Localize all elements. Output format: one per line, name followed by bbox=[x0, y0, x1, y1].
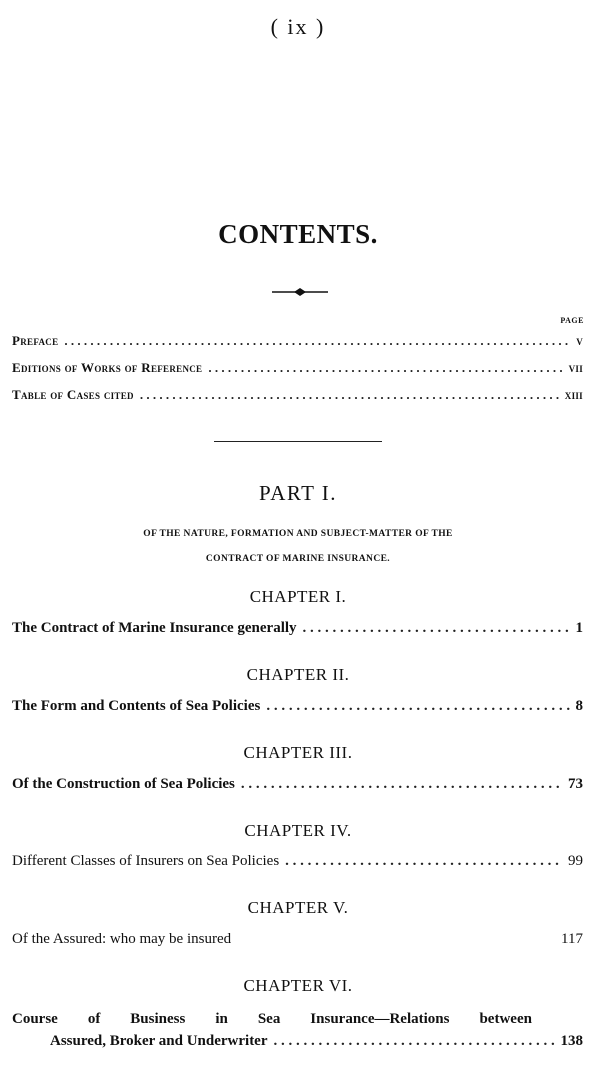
toc-entry-page: 1 bbox=[575, 620, 583, 636]
part-title: PART I. bbox=[258, 481, 338, 505]
toc-entry-chapter-5[interactable] bbox=[12, 931, 583, 948]
toc-entry-label-line2 bbox=[12, 1033, 583, 1050]
toc-entry-chapter-3[interactable] bbox=[12, 776, 583, 793]
title-word: Sea bbox=[257, 1011, 281, 1027]
toc-entry-page: 8 bbox=[575, 698, 583, 714]
dot-leader bbox=[64, 333, 570, 349]
toc-entry-page: v bbox=[576, 333, 583, 348]
chapter-heading: CHAPTER IV. bbox=[244, 821, 352, 840]
toc-entry-label: Of the Assured: who may be insured bbox=[12, 931, 232, 947]
toc-entry-chapter-4[interactable] bbox=[12, 853, 583, 870]
title-word: Course bbox=[12, 1011, 58, 1027]
title-word: of bbox=[87, 1011, 101, 1027]
toc-entry-page: 138 bbox=[560, 1033, 583, 1049]
chapter-heading: CHAPTER II. bbox=[246, 665, 350, 684]
dot-leader bbox=[285, 853, 562, 870]
toc-entry-page: xiii bbox=[564, 387, 583, 402]
toc-entry-label: The Form and Contents of Sea Policies bbox=[12, 698, 261, 714]
chapter-heading: CHAPTER III. bbox=[243, 743, 353, 762]
toc-entry-label: The Contract of Marine Insurance generally bbox=[12, 620, 297, 636]
toc-entry-table-of-cases[interactable] bbox=[12, 387, 583, 403]
toc-entry-chapter-6[interactable] bbox=[12, 1011, 583, 1050]
toc-entry-page: vii bbox=[568, 360, 583, 375]
toc-entry-preface[interactable] bbox=[12, 333, 583, 349]
chapter-heading: CHAPTER VI. bbox=[243, 976, 353, 995]
contents-title: CONTENTS. bbox=[218, 219, 378, 249]
dot-leader bbox=[266, 698, 569, 715]
part-subtitle-line1: OF THE NATURE, FORMATION AND SUBJECT-MATTER OF THE bbox=[143, 529, 453, 539]
page-column-header: PAGE bbox=[560, 316, 584, 325]
chapter-heading: CHAPTER V. bbox=[247, 898, 349, 917]
toc-entry-label: Table of Cases cited bbox=[12, 387, 134, 402]
title-word: between bbox=[479, 1011, 532, 1027]
title-word: Insurance—Relations bbox=[310, 1011, 450, 1027]
dot-leader bbox=[303, 620, 570, 637]
section-divider bbox=[214, 441, 382, 442]
chapter-heading: CHAPTER I. bbox=[249, 587, 347, 606]
toc-entry-page: 73 bbox=[568, 776, 583, 792]
toc-entry-label: Of the Construction of Sea Policies bbox=[12, 776, 235, 792]
part-subtitle-line2: CONTRACT OF MARINE INSURANCE. bbox=[205, 554, 391, 564]
toc-entry-page: 99 bbox=[568, 853, 583, 869]
toc-entry-label: Editions of Works of Reference bbox=[12, 360, 203, 375]
dot-leader bbox=[140, 387, 559, 403]
toc-entry-label: Assured, Broker and Underwriter bbox=[50, 1033, 268, 1049]
toc-entry-chapter-2[interactable] bbox=[12, 698, 583, 715]
dot-leader bbox=[274, 1033, 555, 1050]
dot-leader bbox=[241, 776, 562, 793]
toc-entry-label: Different Classes of Insurers on Sea Policies bbox=[12, 853, 280, 869]
toc-entry-label-line1 bbox=[12, 1011, 532, 1028]
title-word: in bbox=[215, 1011, 228, 1027]
title-word: Business bbox=[130, 1011, 186, 1027]
toc-entry-chapter-1[interactable] bbox=[12, 620, 583, 637]
toc-entry-label: Preface bbox=[12, 333, 59, 348]
toc-entry-editions[interactable] bbox=[12, 360, 583, 376]
dot-leader bbox=[208, 360, 562, 376]
toc-entry-page: 117 bbox=[561, 931, 583, 947]
ornament-rule-icon bbox=[272, 285, 328, 299]
page-folio: ( ix ) bbox=[270, 14, 326, 39]
